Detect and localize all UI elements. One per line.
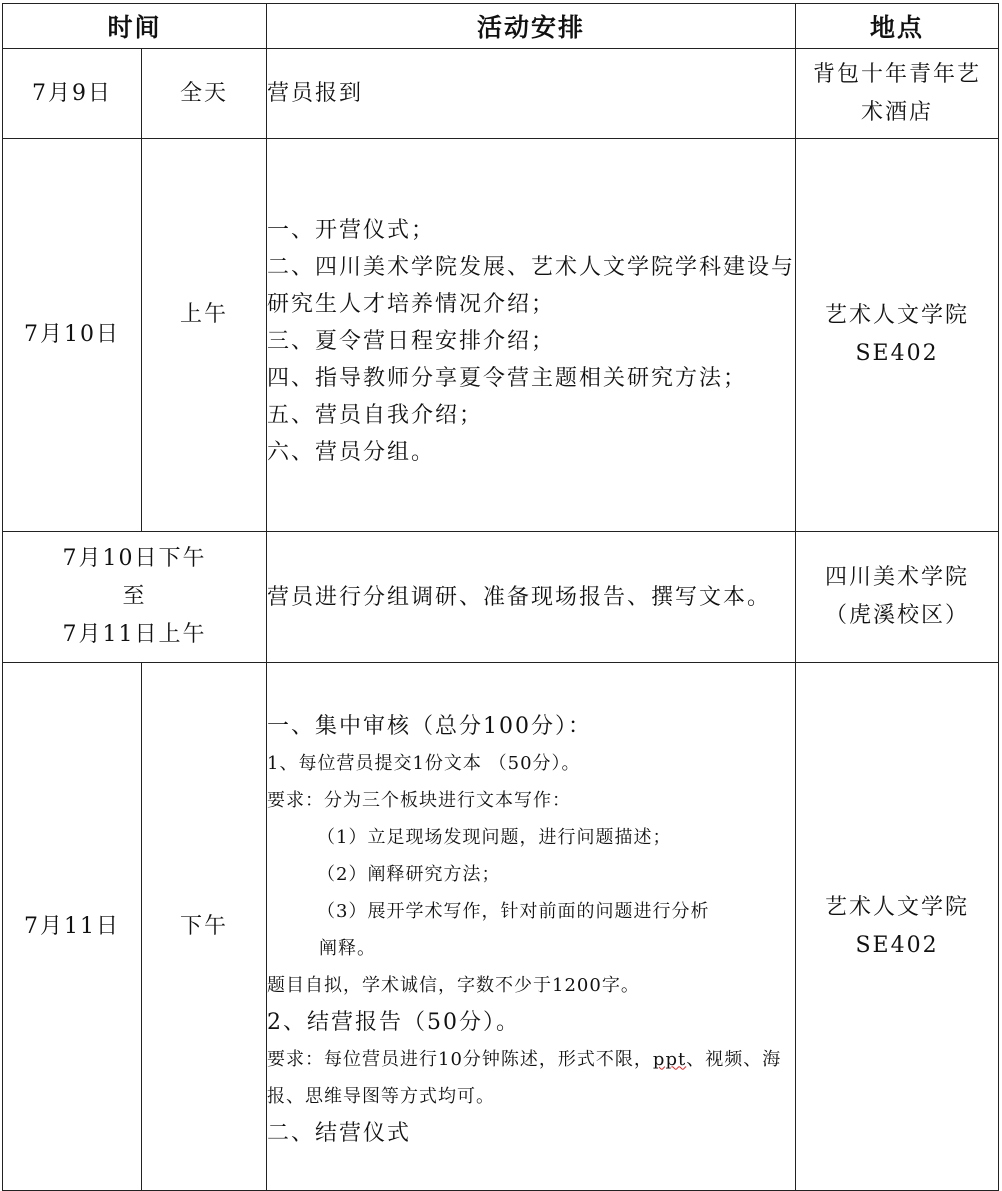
table-row bbox=[3, 532, 999, 663]
table-row bbox=[3, 663, 999, 1191]
activity-cell: 营员进行分组调研、准备现场报告、撰写文本。 bbox=[267, 532, 796, 663]
activity-line: （2）阐释研究方法； bbox=[317, 863, 501, 885]
date-line: 至 bbox=[122, 584, 147, 609]
location-cell: 背包十年青年艺术酒店 bbox=[796, 49, 999, 139]
table-row bbox=[3, 139, 999, 532]
activity-line: 一、集中审核（总分100分）： bbox=[267, 713, 593, 739]
header-row bbox=[3, 4, 999, 49]
activity-line: 二、四川美术学院发展、艺术人文学院学科建设与研究生人才培养情况介绍； bbox=[267, 254, 796, 317]
date-cell: 7月11日 bbox=[3, 663, 142, 1191]
schedule-table bbox=[2, 3, 999, 1191]
activity-line: 三、夏令营日程安排介绍； bbox=[267, 328, 556, 354]
date-range-cell bbox=[3, 532, 267, 663]
location-cell bbox=[796, 139, 999, 532]
activity-line: 二、结营仪式 bbox=[267, 1120, 412, 1146]
activity-line: 五、营员自我介绍； bbox=[267, 402, 484, 428]
activity-line: 题目自拟，学术诚信，字数不少于1200字。 bbox=[267, 974, 640, 996]
activity-line: 要求：分为三个板块进行文本写作： bbox=[267, 789, 572, 811]
date-line: 7月10日下午 bbox=[62, 546, 207, 571]
activity-cell bbox=[267, 139, 796, 532]
activity-line bbox=[267, 1041, 795, 1115]
location-line: 艺术人文学院 bbox=[825, 303, 970, 328]
location-line: （虎溪校区） bbox=[825, 603, 970, 628]
table-row bbox=[3, 49, 999, 139]
activity-line: 阐释。 bbox=[319, 937, 377, 959]
location-line: SE402 bbox=[855, 932, 939, 958]
location-line: 四川美术学院 bbox=[825, 565, 970, 590]
activity-line: 六、营员分组。 bbox=[267, 439, 436, 465]
spellcheck-underlined-word: ppt bbox=[652, 1048, 687, 1070]
date-line: 7月11日上午 bbox=[62, 622, 207, 647]
activity-line: （3）展开学术写作，针对前面的问题进行分析 bbox=[317, 900, 710, 922]
activity-line: （1）立足现场发现问题，进行问题描述； bbox=[317, 826, 672, 848]
activity-line: 1、每位营员提交1份文本 （50分）。 bbox=[267, 752, 581, 774]
activity-line: 四、指导教师分享夏令营主题相关研究方法； bbox=[267, 365, 748, 391]
period-cell: 上午 bbox=[142, 139, 267, 532]
period-cell: 下午 bbox=[142, 663, 267, 1191]
activity-line: 2、结营报告（50分）。 bbox=[267, 1009, 521, 1035]
location-cell bbox=[796, 663, 999, 1191]
date-cell: 7月9日 bbox=[3, 49, 142, 139]
activity-cell: 营员报到 bbox=[267, 49, 796, 139]
activity-text: 要求：每位营员进行10分钟陈述，形式不限， bbox=[267, 1048, 653, 1070]
location-cell bbox=[796, 532, 999, 663]
activity-cell bbox=[267, 663, 796, 1191]
header-activity: 活动安排 bbox=[267, 4, 796, 49]
location-line: 艺术人文学院 bbox=[825, 894, 970, 920]
activity-text: 、视频、海报、思维导图等方式均可。 bbox=[267, 1048, 782, 1107]
period-cell: 全天 bbox=[142, 49, 267, 139]
date-cell: 7月10日 bbox=[3, 139, 142, 532]
activity-line: 一、开营仪式； bbox=[267, 217, 436, 243]
location-line: SE402 bbox=[855, 341, 939, 366]
header-location: 地点 bbox=[796, 4, 999, 49]
header-time: 时间 bbox=[3, 4, 267, 49]
